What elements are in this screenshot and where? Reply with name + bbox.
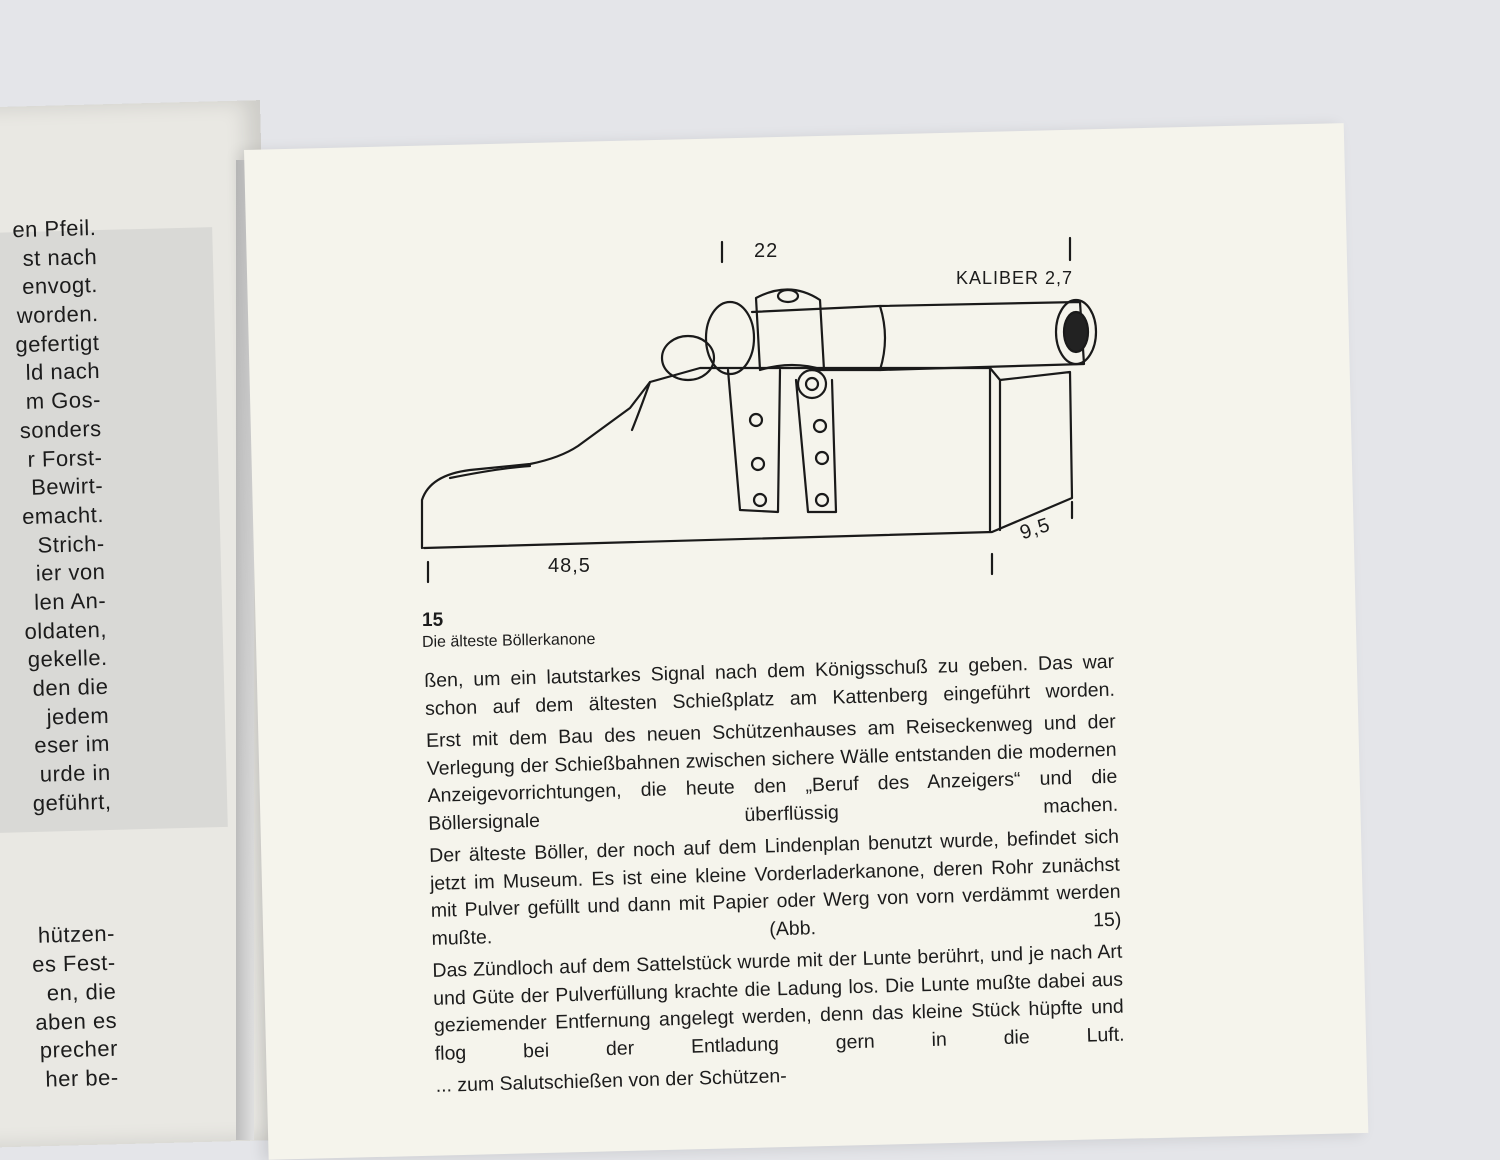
- left-line: gefertigt: [15, 329, 100, 357]
- left-line: eser im: [33, 731, 111, 759]
- dimension-right: 9,5: [1017, 513, 1054, 545]
- left-line: precher: [39, 1035, 119, 1063]
- left-line: gekelle.: [27, 645, 108, 673]
- left-line: hützen-: [37, 921, 116, 949]
- left-line: envogt.: [21, 272, 99, 300]
- left-line: ld nach: [25, 358, 101, 386]
- left-line: jedem: [46, 702, 110, 730]
- left-line: worden.: [16, 301, 99, 329]
- dimension-bottom: 48,5: [548, 555, 591, 577]
- left-line: m Gos-: [25, 387, 102, 415]
- left-line: ier von: [35, 559, 106, 586]
- left-line: her be-: [45, 1064, 119, 1092]
- left-line: Strich-: [37, 530, 105, 558]
- left-line: en Pfeil.: [12, 214, 97, 243]
- left-line: urde in: [39, 759, 111, 787]
- left-gap: [16, 816, 115, 922]
- paragraph: ... zum Salutschießen von der Schützen-: [435, 1065, 788, 1097]
- paragraph: ßen, um ein lautstarkes Signal nach dem Königsschuß zu geben. Das war schon auf dem ältesten Schießplatz am Kattenberg eingeführt worden.: [424, 650, 1116, 720]
- left-line: emacht.: [21, 501, 105, 529]
- left-line: sonders: [19, 415, 102, 443]
- left-line: es Fest-: [31, 949, 116, 978]
- caliber-label: KALIBER 2,7: [956, 268, 1074, 288]
- left-line: den die: [32, 673, 109, 701]
- dimension-top: 22: [754, 240, 779, 262]
- left-line: len An-: [33, 587, 107, 615]
- left-line: oldaten,: [24, 616, 108, 644]
- left-line: st nach: [22, 243, 98, 271]
- paragraph: Das Zündloch auf dem Sattelstück wurde mit der Lunte berührt, und je nach Art und Güte der Pulverfüllung krachte die Ladung los. Die Lunte mußte dabei aus geziemender Entfernung angelegt werden, denn das kleine Stück hüpfte und flog bei der Entladung gern in die Luft.: [432, 940, 1125, 1065]
- left-line: geführt,: [32, 788, 112, 816]
- figure-caption: Die älteste Böllerkanone: [421, 630, 596, 651]
- left-line: Bewirt-: [30, 473, 104, 500]
- left-line: en, die: [46, 978, 117, 1006]
- left-line: aben es: [35, 1007, 118, 1035]
- figure-number: 15: [422, 610, 444, 631]
- paragraph: Der älteste Böller, der noch auf dem Lindenplan benutzt wurde, befindet sich jetzt im Museum. Es ist eine kleine Vorderladerkanone, deren Rohr zunächst mit Pulver gefüllt und dann mit Papier oder Werg von vorn verdämmt werden mußte. (Abb. 15): [428, 825, 1122, 950]
- body-text: [424, 649, 1126, 1106]
- left-line: r Forst-: [27, 444, 103, 472]
- paragraph: Erst mit dem Bau des neuen Schützenhauses am Reiseckenweg und der Verlegung der Schießbahnen zwischen sichere Wälle entstanden die modernen Anzeigevorrichtungen, die heute den „Beruf des Anzeigers“ und die Böllersignale überflüssig machen.: [425, 710, 1119, 835]
